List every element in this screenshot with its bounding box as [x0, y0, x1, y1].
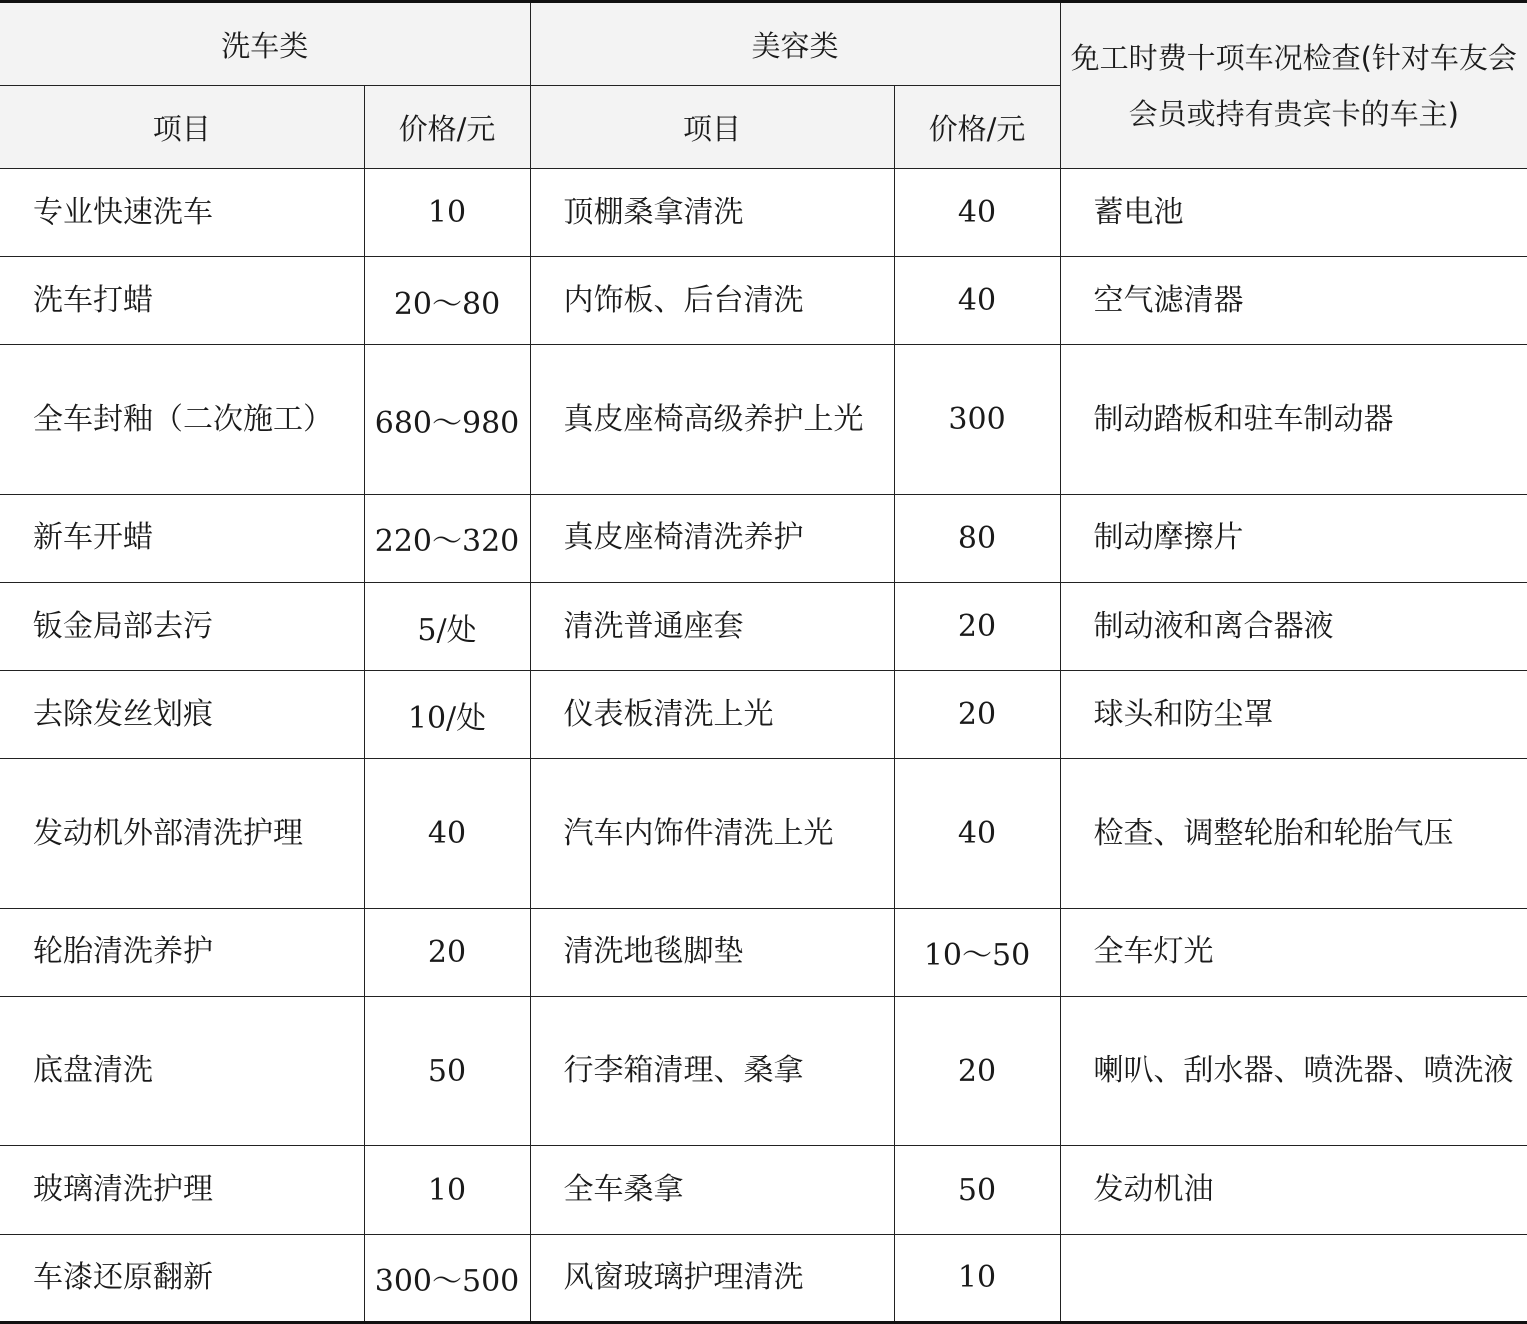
wash-price-cell: 220～320: [364, 494, 530, 582]
beauty-price-cell: 20: [894, 583, 1060, 671]
check-item-cell: 全车灯光: [1060, 908, 1527, 996]
wash-price-cell: 40: [364, 759, 530, 908]
wash-item-column-header: 项目: [0, 86, 364, 169]
wash-price-cell: 20: [364, 908, 530, 996]
beauty-item-cell: 清洗地毯脚垫: [530, 908, 894, 996]
beauty-item-cell: 顶棚桑拿清洗: [530, 169, 894, 257]
beauty-item-cell: 行李箱清理、桑拿: [530, 997, 894, 1146]
beauty-price-column-header: 价格/元: [894, 86, 1060, 169]
table-row: [0, 583, 1527, 671]
header-row-groups: [0, 2, 1527, 86]
beauty-price-cell: 10: [894, 1234, 1060, 1322]
beauty-item-cell: 真皮座椅高级养护上光: [530, 345, 894, 494]
beauty-price-cell: 300: [894, 345, 1060, 494]
wash-price-cell: 680～980: [364, 345, 530, 494]
beauty-item-cell: 清洗普通座套: [530, 583, 894, 671]
wash-price-cell: 20～80: [364, 257, 530, 345]
wash-price-cell: 50: [364, 997, 530, 1146]
check-group-header: 免工时费十项车况检查(针对车友会会员或持有贵宾卡的车主): [1060, 2, 1527, 169]
beauty-item-cell: 真皮座椅清洗养护: [530, 494, 894, 582]
table-row: [0, 1234, 1527, 1322]
check-item-cell: 球头和防尘罩: [1060, 671, 1527, 759]
wash-price-cell: 5/处: [364, 583, 530, 671]
beauty-price-cell: 40: [894, 759, 1060, 908]
wash-item-cell: 去除发丝划痕: [0, 671, 364, 759]
check-item-cell: 制动液和离合器液: [1060, 583, 1527, 671]
table-row: [0, 1146, 1527, 1234]
check-item-cell: 发动机油: [1060, 1146, 1527, 1234]
table-row: [0, 257, 1527, 345]
beauty-price-cell: 20: [894, 997, 1060, 1146]
table-row: [0, 908, 1527, 996]
wash-price-column-header: 价格/元: [364, 86, 530, 169]
beauty-item-cell: 仪表板清洗上光: [530, 671, 894, 759]
wash-item-cell: 轮胎清洗养护: [0, 908, 364, 996]
wash-item-cell: 专业快速洗车: [0, 169, 364, 257]
beauty-price-cell: 10～50: [894, 908, 1060, 996]
check-item-cell: [1060, 1234, 1527, 1322]
check-item-cell: 喇叭、刮水器、喷洗器、喷洗液: [1060, 997, 1527, 1146]
check-item-cell: 制动踏板和驻车制动器: [1060, 345, 1527, 494]
table-row: [0, 494, 1527, 582]
wash-group-header: 洗车类: [0, 2, 530, 86]
table-row: [0, 345, 1527, 494]
table-row: [0, 759, 1527, 908]
wash-item-cell: 车漆还原翻新: [0, 1234, 364, 1322]
beauty-price-cell: 20: [894, 671, 1060, 759]
wash-item-cell: 新车开蜡: [0, 494, 364, 582]
beauty-price-cell: 40: [894, 257, 1060, 345]
beauty-item-cell: 全车桑拿: [530, 1146, 894, 1234]
beauty-price-cell: 50: [894, 1146, 1060, 1234]
beauty-item-cell: 风窗玻璃护理清洗: [530, 1234, 894, 1322]
wash-price-cell: 10/处: [364, 671, 530, 759]
wash-price-cell: 300～500: [364, 1234, 530, 1322]
wash-item-cell: 全车封釉（二次施工）: [0, 345, 364, 494]
wash-item-cell: 底盘清洗: [0, 997, 364, 1146]
table-row: [0, 671, 1527, 759]
beauty-group-header: 美容类: [530, 2, 1060, 86]
table-row: [0, 997, 1527, 1146]
wash-price-cell: 10: [364, 169, 530, 257]
table-row: [0, 169, 1527, 257]
wash-item-cell: 洗车打蜡: [0, 257, 364, 345]
beauty-item-cell: 内饰板、后台清洗: [530, 257, 894, 345]
wash-item-cell: 钣金局部去污: [0, 583, 364, 671]
wash-item-cell: 玻璃清洗护理: [0, 1146, 364, 1234]
beauty-item-cell: 汽车内饰件清洗上光: [530, 759, 894, 908]
check-item-cell: 蓄电池: [1060, 169, 1527, 257]
check-item-cell: 制动摩擦片: [1060, 494, 1527, 582]
check-item-cell: 空气滤清器: [1060, 257, 1527, 345]
beauty-price-cell: 80: [894, 494, 1060, 582]
check-item-cell: 检查、调整轮胎和轮胎气压: [1060, 759, 1527, 908]
wash-item-cell: 发动机外部清洗护理: [0, 759, 364, 908]
beauty-item-column-header: 项目: [530, 86, 894, 169]
beauty-price-cell: 40: [894, 169, 1060, 257]
wash-price-cell: 10: [364, 1146, 530, 1234]
